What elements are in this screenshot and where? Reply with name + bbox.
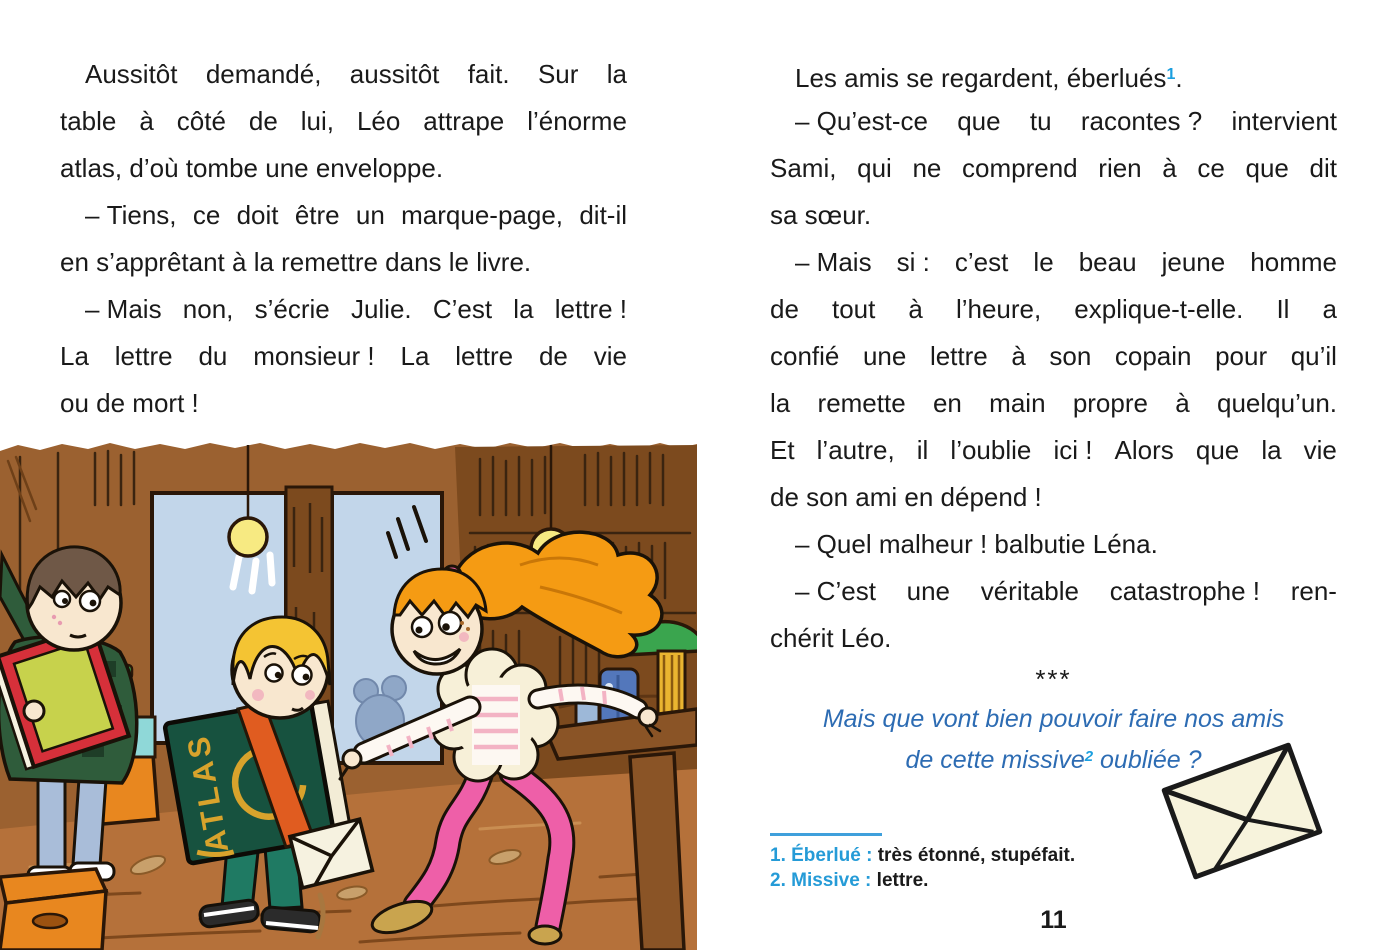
story-line: table à côté de lui, Léo attrape l’énorme — [60, 106, 627, 136]
story-line: Aussitôt demandé, aussitôt fait. Sur la — [85, 59, 627, 89]
striped-shirt — [472, 685, 520, 765]
footnote-label: 1. Éberlué : — [770, 845, 873, 866]
atlas-title: ATLAS — [179, 730, 236, 856]
story-text: . — [1175, 63, 1183, 93]
footnote-definition: lettre. — [871, 870, 929, 891]
story-line: atlas, d’où tombe une enveloppe. — [60, 153, 444, 183]
story-line: – Mais non, s’écrie Julie. C’est la lettre ! — [85, 294, 627, 324]
story-line: confié une lettre à son copain pour qu’il — [770, 341, 1337, 371]
story-line: – Tiens, ce doit être un marque-page, dit-il — [85, 200, 627, 230]
story-line: – Quel malheur ! balbutie Léna. — [795, 529, 1158, 559]
footnote-definition: très étonné, stupéfait. — [872, 845, 1076, 866]
section-separator: *** — [1035, 664, 1072, 694]
left-page-text — [60, 51, 627, 427]
story-line: – C’est une véritable catastrophe ! ren- — [795, 576, 1337, 606]
teaser-text-part: oubliée ? — [1093, 746, 1202, 774]
story-line: de tout à l’heure, explique-t-elle. Il a — [770, 294, 1337, 324]
story-line: Et l’autre, il l’oublie ici ! Alors que la vie — [770, 435, 1337, 465]
envelope-icon — [1156, 731, 1328, 889]
footnote-label: 2. Missive : — [770, 870, 872, 891]
story-line: Sami, qui ne comprend rien à ce que dit — [770, 153, 1337, 183]
library-scene-illustration — [0, 437, 697, 950]
story-line: sa sœur. — [770, 200, 872, 230]
footnote-divider — [770, 833, 882, 836]
teaser-text-part: de cette missive — [905, 746, 1085, 774]
story-line: – Qu’est-ce que tu racontes ? intervient — [795, 106, 1337, 136]
story-line: la remette en main propre à quelqu’un. — [770, 388, 1337, 418]
footnote-ref-2: 2 — [1084, 748, 1094, 765]
story-line: ou de mort ! — [60, 388, 199, 418]
story-line: – Mais si : c’est le beau jeune homme — [795, 247, 1337, 277]
story-line: en s’apprêtant à la remettre dans le livre. — [60, 247, 532, 277]
story-line: La lettre du monsieur ! La lettre de vie — [60, 341, 627, 371]
sneaker — [261, 907, 321, 933]
page-number: 11 — [1040, 906, 1067, 934]
story-text: Les amis se regardent, éberlués — [795, 63, 1167, 93]
envelope-illustration — [1156, 731, 1328, 889]
right-page-text — [770, 51, 1337, 662]
teaser-line: Mais que vont bien pouvoir faire nos amis — [822, 705, 1285, 733]
story-line: de son ami en dépend ! — [770, 482, 1042, 512]
story-line-with-footnote-ref — [770, 51, 1337, 98]
footnote-ref-1: 1 — [1166, 66, 1176, 83]
hand — [24, 701, 44, 721]
story-line: chérit Léo. — [770, 623, 892, 653]
